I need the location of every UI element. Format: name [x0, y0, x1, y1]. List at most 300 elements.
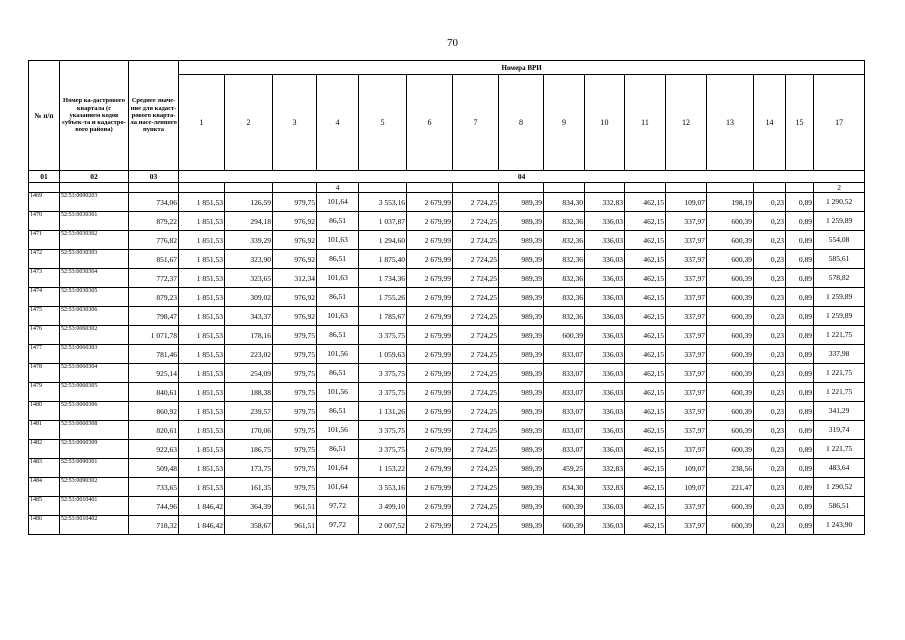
- vri-value-cell: 109,07: [666, 459, 707, 478]
- row-number-cell: 1474: [29, 288, 60, 307]
- average-cell: 744,96: [129, 497, 179, 516]
- table-row: [29, 440, 865, 459]
- vri-value-cell: 312,34: [273, 269, 317, 288]
- vri-value-cell: 0,23: [754, 212, 786, 231]
- vri-value-cell: 989,39: [499, 250, 544, 269]
- vri-value-cell: 2 007,52: [359, 516, 407, 535]
- vri-value-cell: 339,29: [225, 231, 273, 250]
- vri-value-cell: 336,03: [585, 402, 625, 421]
- vri-value-cell: 1 851,53: [179, 345, 225, 364]
- vri-value-cell: 337,97: [666, 402, 707, 421]
- table-row: [29, 212, 865, 231]
- average-cell: 879,23: [129, 288, 179, 307]
- average-cell: 798,47: [129, 307, 179, 326]
- header-vri-10: 10: [585, 75, 625, 171]
- average-cell: 509,48: [129, 459, 179, 478]
- vri-value-cell: 337,97: [666, 250, 707, 269]
- vri-value-cell: 0,89: [786, 212, 814, 231]
- vri-value-cell: 600,39: [707, 288, 754, 307]
- quarter-cell: 52:53:0060308: [60, 421, 129, 440]
- vri-value-cell: 600,39: [707, 212, 754, 231]
- vri-value-cell: 343,37: [225, 307, 273, 326]
- vri-value-cell: 2 724,25: [453, 345, 499, 364]
- vri-value-cell: 2 679,99: [407, 364, 453, 383]
- vri-value-cell: 101,56: [317, 345, 359, 364]
- vri-value-cell: 961,51: [273, 497, 317, 516]
- vri-value-cell: 1 059,63: [359, 345, 407, 364]
- vri-value-cell: 0,23: [754, 516, 786, 535]
- vri-value-cell: 0,23: [754, 345, 786, 364]
- vri-value-cell: 600,39: [707, 440, 754, 459]
- vri-value-cell: 979,75: [273, 345, 317, 364]
- vri-value-cell: 337,97: [666, 497, 707, 516]
- vri-value-cell: 1 846,42: [179, 516, 225, 535]
- quarter-cell: 52:53:0060306: [60, 402, 129, 421]
- table-row: [29, 459, 865, 478]
- vri-value-cell: 0,23: [754, 269, 786, 288]
- vri-value-cell: 2 679,99: [407, 307, 453, 326]
- vri-value-cell: 976,92: [273, 307, 317, 326]
- average-cell: 879,22: [129, 212, 179, 231]
- header-vri-6: 6: [407, 75, 453, 171]
- header-vri-5: 5: [359, 75, 407, 171]
- vri-value-cell: 832,36: [544, 231, 585, 250]
- vri-value-cell: 2 679,99: [407, 421, 453, 440]
- quarter-cell: 52:53:0090203: [60, 193, 129, 212]
- vri-value-cell: 2 724,25: [453, 193, 499, 212]
- vri-value-cell: 833,07: [544, 421, 585, 440]
- vri-value-cell: 2 679,99: [407, 497, 453, 516]
- average-cell: 820,61: [129, 421, 179, 440]
- row-number-cell: 1473: [29, 269, 60, 288]
- vri-value-cell: 483,64: [814, 459, 865, 478]
- vri-value-cell: 337,97: [666, 440, 707, 459]
- vri-value-cell: 109,07: [666, 478, 707, 497]
- vri-value-cell: 0,89: [786, 345, 814, 364]
- note-cell: 4: [317, 183, 359, 193]
- vri-value-cell: 989,39: [499, 326, 544, 345]
- vri-value-cell: 554,08: [814, 231, 865, 250]
- vri-value-cell: 2 724,25: [453, 402, 499, 421]
- vri-value-cell: 2 724,25: [453, 516, 499, 535]
- quarter-cell: 52:53:0010401: [60, 497, 129, 516]
- vri-value-cell: 1 851,53: [179, 421, 225, 440]
- vri-value-cell: 0,89: [786, 497, 814, 516]
- vri-value-cell: 0,89: [786, 193, 814, 212]
- vri-value-cell: 221,47: [707, 478, 754, 497]
- vri-value-cell: 462,15: [625, 402, 666, 421]
- table-row: [29, 307, 865, 326]
- vri-value-cell: 1 259,89: [814, 288, 865, 307]
- header-vri-4: 4: [317, 75, 359, 171]
- header-quarter-number: Номер ка-дастрового квартала (с указанием кодов субъек-та и кадастро-вого района): [60, 61, 129, 171]
- row-number-cell: 1481: [29, 421, 60, 440]
- vri-value-cell: 364,39: [225, 497, 273, 516]
- vri-value-cell: 976,92: [273, 250, 317, 269]
- vri-value-cell: 989,39: [499, 364, 544, 383]
- vri-value-cell: 86,51: [317, 440, 359, 459]
- table-row: [29, 250, 865, 269]
- vri-value-cell: 833,07: [544, 383, 585, 402]
- vri-value-cell: 976,92: [273, 231, 317, 250]
- vri-value-cell: 0,23: [754, 478, 786, 497]
- vri-value-cell: 1 734,36: [359, 269, 407, 288]
- table-row: [29, 402, 865, 421]
- vri-value-cell: 833,07: [544, 440, 585, 459]
- vri-value-cell: 462,15: [625, 440, 666, 459]
- code-cell: 03: [129, 171, 179, 183]
- table-code-section: [29, 171, 865, 193]
- vri-value-cell: 2 679,99: [407, 193, 453, 212]
- vri-table: [28, 60, 865, 535]
- vri-value-cell: 600,39: [707, 516, 754, 535]
- vri-value-cell: 0,89: [786, 326, 814, 345]
- vri-value-cell: 336,03: [585, 288, 625, 307]
- vri-value-cell: 0,23: [754, 288, 786, 307]
- vri-value-cell: 0,89: [786, 478, 814, 497]
- vri-value-cell: 323,90: [225, 250, 273, 269]
- vri-value-cell: 989,39: [499, 212, 544, 231]
- table-row: [29, 326, 865, 345]
- vri-value-cell: 600,39: [544, 326, 585, 345]
- vri-value-cell: 0,23: [754, 326, 786, 345]
- vri-value-cell: 600,39: [707, 364, 754, 383]
- vri-value-cell: 0,23: [754, 421, 786, 440]
- vri-value-cell: 101,64: [317, 478, 359, 497]
- row-number-cell: 1486: [29, 516, 60, 535]
- header-vri-13: 13: [707, 75, 754, 171]
- vri-value-cell: 0,89: [786, 440, 814, 459]
- vri-value-cell: 161,35: [225, 478, 273, 497]
- average-cell: 860,92: [129, 402, 179, 421]
- vri-value-cell: 3 375,75: [359, 421, 407, 440]
- vri-value-cell: 1 153,22: [359, 459, 407, 478]
- vri-value-cell: 600,39: [707, 307, 754, 326]
- vri-value-cell: 600,39: [544, 516, 585, 535]
- vri-value-cell: 86,51: [317, 212, 359, 231]
- header-vri-7: 7: [453, 75, 499, 171]
- average-cell: 734,06: [129, 193, 179, 212]
- vri-value-cell: 989,39: [499, 459, 544, 478]
- row-number-cell: 1478: [29, 364, 60, 383]
- vri-value-cell: 1 851,53: [179, 402, 225, 421]
- header-vri-14: 14: [754, 75, 786, 171]
- vri-value-cell: 336,03: [585, 212, 625, 231]
- vri-value-cell: 979,75: [273, 440, 317, 459]
- vri-value-cell: 462,15: [625, 421, 666, 440]
- vri-value-cell: 462,15: [625, 326, 666, 345]
- vri-value-cell: 462,15: [625, 497, 666, 516]
- vri-value-cell: 989,39: [499, 193, 544, 212]
- code-cell: 02: [60, 171, 129, 183]
- vri-value-cell: 989,39: [499, 421, 544, 440]
- vri-value-cell: 462,15: [625, 212, 666, 231]
- vri-value-cell: 462,15: [625, 478, 666, 497]
- vri-value-cell: 1 755,26: [359, 288, 407, 307]
- table-row: [29, 269, 865, 288]
- vri-value-cell: 989,39: [499, 288, 544, 307]
- vri-value-cell: 1 851,53: [179, 307, 225, 326]
- row-number-cell: 1471: [29, 231, 60, 250]
- row-number-cell: 1484: [29, 478, 60, 497]
- vri-value-cell: 600,39: [707, 269, 754, 288]
- vri-value-cell: 2 679,99: [407, 478, 453, 497]
- vri-value-cell: 832,36: [544, 250, 585, 269]
- vri-value-cell: 341,29: [814, 402, 865, 421]
- header-vri-15: 15: [786, 75, 814, 171]
- header-vri-1: 1: [179, 75, 225, 171]
- vri-value-cell: 337,97: [666, 212, 707, 231]
- vri-value-cell: 336,03: [585, 440, 625, 459]
- vri-value-cell: 600,39: [544, 497, 585, 516]
- row-number-cell: 1469: [29, 193, 60, 212]
- vri-value-cell: 3 553,16: [359, 478, 407, 497]
- vri-value-cell: 961,51: [273, 516, 317, 535]
- table-row: [29, 345, 865, 364]
- vri-value-cell: 336,03: [585, 307, 625, 326]
- vri-value-cell: 459,25: [544, 459, 585, 478]
- vri-value-cell: 3 375,75: [359, 364, 407, 383]
- vri-value-cell: 86,51: [317, 364, 359, 383]
- vri-value-cell: 0,89: [786, 250, 814, 269]
- vri-value-cell: 0,23: [754, 402, 786, 421]
- vri-value-cell: 1 851,53: [179, 212, 225, 231]
- vri-value-cell: 832,36: [544, 212, 585, 231]
- vri-value-cell: 979,75: [273, 459, 317, 478]
- vri-value-cell: 2 679,99: [407, 440, 453, 459]
- header-vri-11: 11: [625, 75, 666, 171]
- row-number-cell: 1479: [29, 383, 60, 402]
- vri-value-cell: 600,39: [707, 383, 754, 402]
- vri-value-cell: 0,89: [786, 459, 814, 478]
- vri-value-cell: 336,03: [585, 269, 625, 288]
- vri-value-cell: 462,15: [625, 307, 666, 326]
- vri-value-cell: 238,56: [707, 459, 754, 478]
- vri-value-cell: 337,97: [666, 231, 707, 250]
- vri-value-cell: 3 375,75: [359, 326, 407, 345]
- average-cell: 925,14: [129, 364, 179, 383]
- vri-value-cell: 1 294,60: [359, 231, 407, 250]
- vri-value-cell: 1 851,53: [179, 364, 225, 383]
- vri-value-cell: 2 679,99: [407, 326, 453, 345]
- vri-value-cell: 170,06: [225, 421, 273, 440]
- average-cell: 840,61: [129, 383, 179, 402]
- vri-value-cell: 223,02: [225, 345, 273, 364]
- vri-value-cell: 462,15: [625, 364, 666, 383]
- quarter-cell: 52:53:0060305: [60, 383, 129, 402]
- vri-value-cell: 336,03: [585, 364, 625, 383]
- header-average-value: Среднее значе-ние для кадаст-рового кварта-ла насе-ленного пункта: [129, 61, 179, 171]
- vri-value-cell: 336,03: [585, 345, 625, 364]
- vri-value-cell: 600,39: [707, 497, 754, 516]
- vri-value-cell: 1 851,53: [179, 250, 225, 269]
- vri-value-cell: 1 851,53: [179, 459, 225, 478]
- vri-value-cell: 336,03: [585, 250, 625, 269]
- row-number-cell: 1483: [29, 459, 60, 478]
- quarter-cell: 52:53:0030305: [60, 288, 129, 307]
- vri-value-cell: 979,75: [273, 383, 317, 402]
- vri-value-cell: 834,30: [544, 478, 585, 497]
- vri-value-cell: 0,23: [754, 440, 786, 459]
- quarter-cell: 52:53:0030302: [60, 231, 129, 250]
- vri-value-cell: 2 724,25: [453, 212, 499, 231]
- vri-value-cell: 462,15: [625, 345, 666, 364]
- vri-value-cell: 101,56: [317, 421, 359, 440]
- vri-value-cell: 336,03: [585, 326, 625, 345]
- quarter-cell: 52:53:0030303: [60, 250, 129, 269]
- code-cell: 01: [29, 171, 60, 183]
- vri-value-cell: 1 037,87: [359, 212, 407, 231]
- vri-value-cell: 336,03: [585, 231, 625, 250]
- vri-value-cell: 979,75: [273, 193, 317, 212]
- vri-value-cell: 173,75: [225, 459, 273, 478]
- page-number: 70: [447, 37, 458, 49]
- vri-value-cell: 833,07: [544, 402, 585, 421]
- header-vri-9: 9: [544, 75, 585, 171]
- vri-value-cell: 989,39: [499, 231, 544, 250]
- header-vri-group: Номера ВРИ: [179, 61, 865, 75]
- vri-value-cell: 600,39: [707, 326, 754, 345]
- vri-value-cell: 462,15: [625, 193, 666, 212]
- vri-value-cell: 2 724,25: [453, 364, 499, 383]
- quarter-cell: 52:53:0060303: [60, 345, 129, 364]
- vri-value-cell: 2 724,25: [453, 421, 499, 440]
- vri-value-cell: 2 679,99: [407, 516, 453, 535]
- vri-value-cell: 979,75: [273, 421, 317, 440]
- vri-value-cell: 0,89: [786, 383, 814, 402]
- vri-value-cell: 178,16: [225, 326, 273, 345]
- vri-value-cell: 1 851,53: [179, 193, 225, 212]
- vri-value-cell: 2 724,25: [453, 288, 499, 307]
- header-vri-8: 8: [499, 75, 544, 171]
- vri-value-cell: 989,39: [499, 383, 544, 402]
- vri-value-cell: 2 679,99: [407, 231, 453, 250]
- vri-value-cell: 1 221,75: [814, 326, 865, 345]
- vri-value-cell: 332,83: [585, 193, 625, 212]
- vri-value-cell: 979,75: [273, 478, 317, 497]
- header-vri-17: 17: [814, 75, 865, 171]
- vri-value-cell: 2 724,25: [453, 478, 499, 497]
- vri-value-cell: 1 875,40: [359, 250, 407, 269]
- average-cell: 733,65: [129, 478, 179, 497]
- row-number-cell: 1485: [29, 497, 60, 516]
- vri-value-cell: 0,23: [754, 383, 786, 402]
- vri-value-cell: 0,23: [754, 231, 786, 250]
- note-cell: 2: [814, 183, 865, 193]
- code-row: [29, 171, 865, 183]
- vri-value-cell: 2 679,99: [407, 250, 453, 269]
- vri-value-cell: 337,97: [666, 345, 707, 364]
- table-header: [29, 61, 865, 171]
- vri-value-cell: 1 259,89: [814, 307, 865, 326]
- average-cell: 776,82: [129, 231, 179, 250]
- vri-value-cell: 989,39: [499, 478, 544, 497]
- vri-value-cell: 3 375,75: [359, 440, 407, 459]
- vri-value-cell: 976,92: [273, 288, 317, 307]
- quarter-cell: 52:53:0030304: [60, 269, 129, 288]
- vri-value-cell: 86,51: [317, 326, 359, 345]
- vri-value-cell: 833,07: [544, 345, 585, 364]
- average-cell: 772,37: [129, 269, 179, 288]
- quarter-cell: 52:53:0060304: [60, 364, 129, 383]
- row-number-cell: 1472: [29, 250, 60, 269]
- vri-value-cell: 0,89: [786, 364, 814, 383]
- vri-value-cell: 2 724,25: [453, 459, 499, 478]
- vri-value-cell: 86,51: [317, 288, 359, 307]
- vri-value-cell: 2 679,99: [407, 288, 453, 307]
- vri-value-cell: 126,59: [225, 193, 273, 212]
- vri-value-cell: 0,23: [754, 250, 786, 269]
- vri-value-cell: 2 679,99: [407, 459, 453, 478]
- vri-value-cell: 989,39: [499, 269, 544, 288]
- table-row: [29, 231, 865, 250]
- vri-value-cell: 101,63: [317, 269, 359, 288]
- row-number-cell: 1477: [29, 345, 60, 364]
- vri-value-cell: 989,39: [499, 307, 544, 326]
- vri-value-cell: 979,75: [273, 402, 317, 421]
- vri-value-cell: 1 290,52: [814, 193, 865, 212]
- table-row: [29, 516, 865, 535]
- average-cell: 851,67: [129, 250, 179, 269]
- row-number-cell: 1480: [29, 402, 60, 421]
- vri-value-cell: 1 290,52: [814, 478, 865, 497]
- quarter-cell: 52:53:0010402: [60, 516, 129, 535]
- vri-value-cell: 0,89: [786, 307, 814, 326]
- vri-value-cell: 989,39: [499, 345, 544, 364]
- vri-value-cell: 600,39: [707, 231, 754, 250]
- table-row: [29, 421, 865, 440]
- vri-value-cell: 0,23: [754, 307, 786, 326]
- vri-value-cell: 97,72: [317, 516, 359, 535]
- vri-value-cell: 1 846,42: [179, 497, 225, 516]
- vri-value-cell: 1 221,75: [814, 440, 865, 459]
- vri-value-cell: 989,39: [499, 516, 544, 535]
- quarter-cell: 52:53:0090302: [60, 478, 129, 497]
- vri-value-cell: 1 131,26: [359, 402, 407, 421]
- row-number-cell: 1482: [29, 440, 60, 459]
- table-row: [29, 478, 865, 497]
- vri-value-cell: 1 259,89: [814, 212, 865, 231]
- vri-value-cell: 336,03: [585, 516, 625, 535]
- vri-value-cell: 198,19: [707, 193, 754, 212]
- vri-value-cell: 976,92: [273, 212, 317, 231]
- vri-value-cell: 101,64: [317, 459, 359, 478]
- vri-value-cell: 2 679,99: [407, 212, 453, 231]
- vri-value-cell: 1 851,53: [179, 269, 225, 288]
- vri-value-cell: 586,51: [814, 497, 865, 516]
- vri-value-cell: 1 851,53: [179, 326, 225, 345]
- vri-value-cell: 462,15: [625, 231, 666, 250]
- row-number-cell: 1470: [29, 212, 60, 231]
- vri-value-cell: 3 375,75: [359, 383, 407, 402]
- average-cell: 781,46: [129, 345, 179, 364]
- vri-value-cell: 0,23: [754, 459, 786, 478]
- vri-value-cell: 585,61: [814, 250, 865, 269]
- vri-value-cell: 0,89: [786, 231, 814, 250]
- vri-value-cell: 989,39: [499, 402, 544, 421]
- header-vri-3: 3: [273, 75, 317, 171]
- header-row-number: № п/п: [29, 61, 60, 171]
- vri-value-cell: 2 724,25: [453, 383, 499, 402]
- quarter-cell: 52:53:0090301: [60, 459, 129, 478]
- vri-value-cell: 2 724,25: [453, 250, 499, 269]
- vri-value-cell: 186,75: [225, 440, 273, 459]
- vri-value-cell: 337,97: [666, 269, 707, 288]
- vri-value-cell: 462,15: [625, 250, 666, 269]
- table-row: [29, 193, 865, 212]
- vri-value-cell: 332,83: [585, 459, 625, 478]
- vri-value-cell: 0,23: [754, 193, 786, 212]
